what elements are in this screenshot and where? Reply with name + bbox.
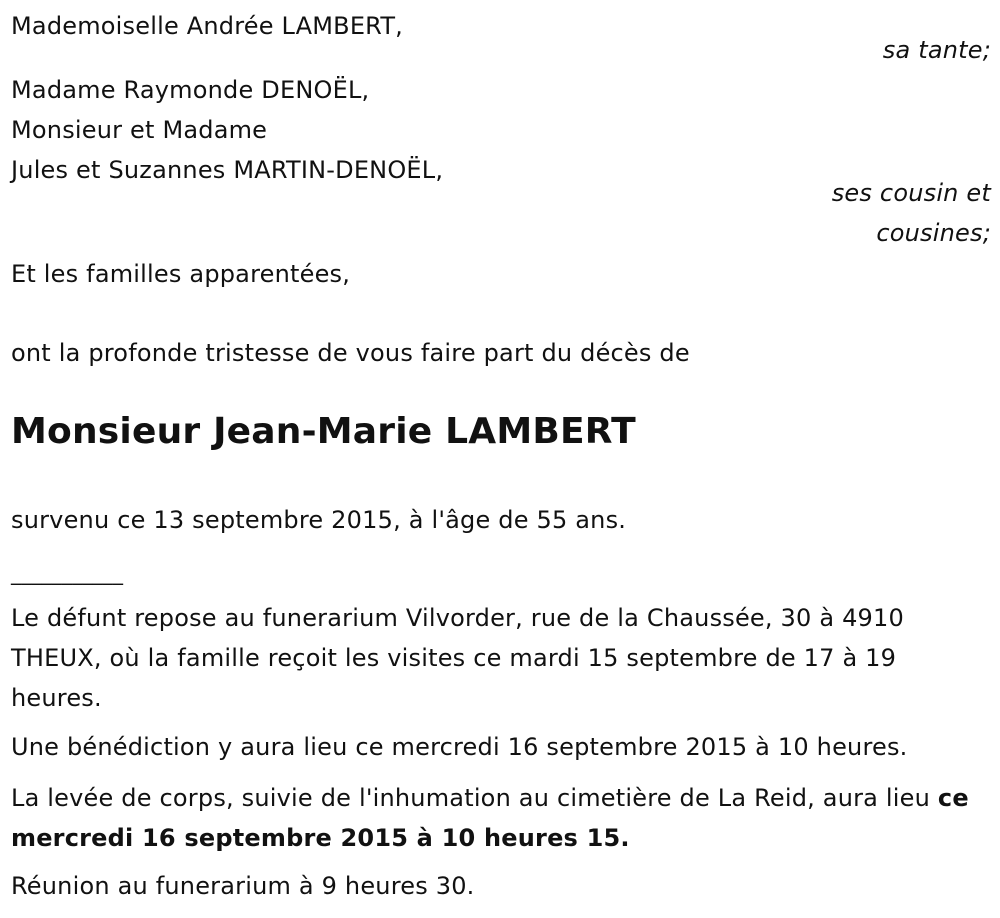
cousins-relation-2: cousines; <box>876 219 991 247</box>
cousin-line-2: Monsieur et Madame <box>11 116 268 144</box>
aunt-relation: sa tante; <box>882 36 991 64</box>
rest-place: Le défunt repose au funerarium Vilvorder, rue de la Chaussée, 30 à 4910 THEUX, où la famille reçoit les visites ce mardi 15 septembre de 17 à 19 heures. <box>11 604 904 712</box>
burial-date: ce mercredi 16 septembre 2015 à 10 heures 15. <box>11 784 969 852</box>
separator-line: ___________ <box>11 561 124 585</box>
cousins-relation-1: ses cousin et <box>831 179 991 207</box>
deceased-name: Monsieur Jean-Marie LAMBERT <box>11 411 636 452</box>
burial-paragraph <box>11 778 991 858</box>
cousin-line-3: Jules et Suzannes MARTIN-DENOËL, <box>11 156 444 184</box>
blessing: Une bénédiction y aura lieu ce mercredi 16 septembre 2015 à 10 heures. <box>11 733 908 761</box>
death-info: survenu ce 13 septembre 2015, à l'âge de 55 ans. <box>11 506 627 534</box>
announcement-intro: ont la profonde tristesse de vous faire part du décès de <box>11 339 690 367</box>
related-families: Et les familles apparentées, <box>11 260 351 288</box>
burial-intro: La levée de corps, suivie de l'inhumation au cimetière de La Reid, aura lieu <box>11 784 931 812</box>
cousin-line-1: Madame Raymonde DENOËL, <box>11 76 370 104</box>
aunt-name: Mademoiselle Andrée LAMBERT, <box>11 12 404 40</box>
meeting: Réunion au funerarium à 9 heures 30. <box>11 872 475 900</box>
